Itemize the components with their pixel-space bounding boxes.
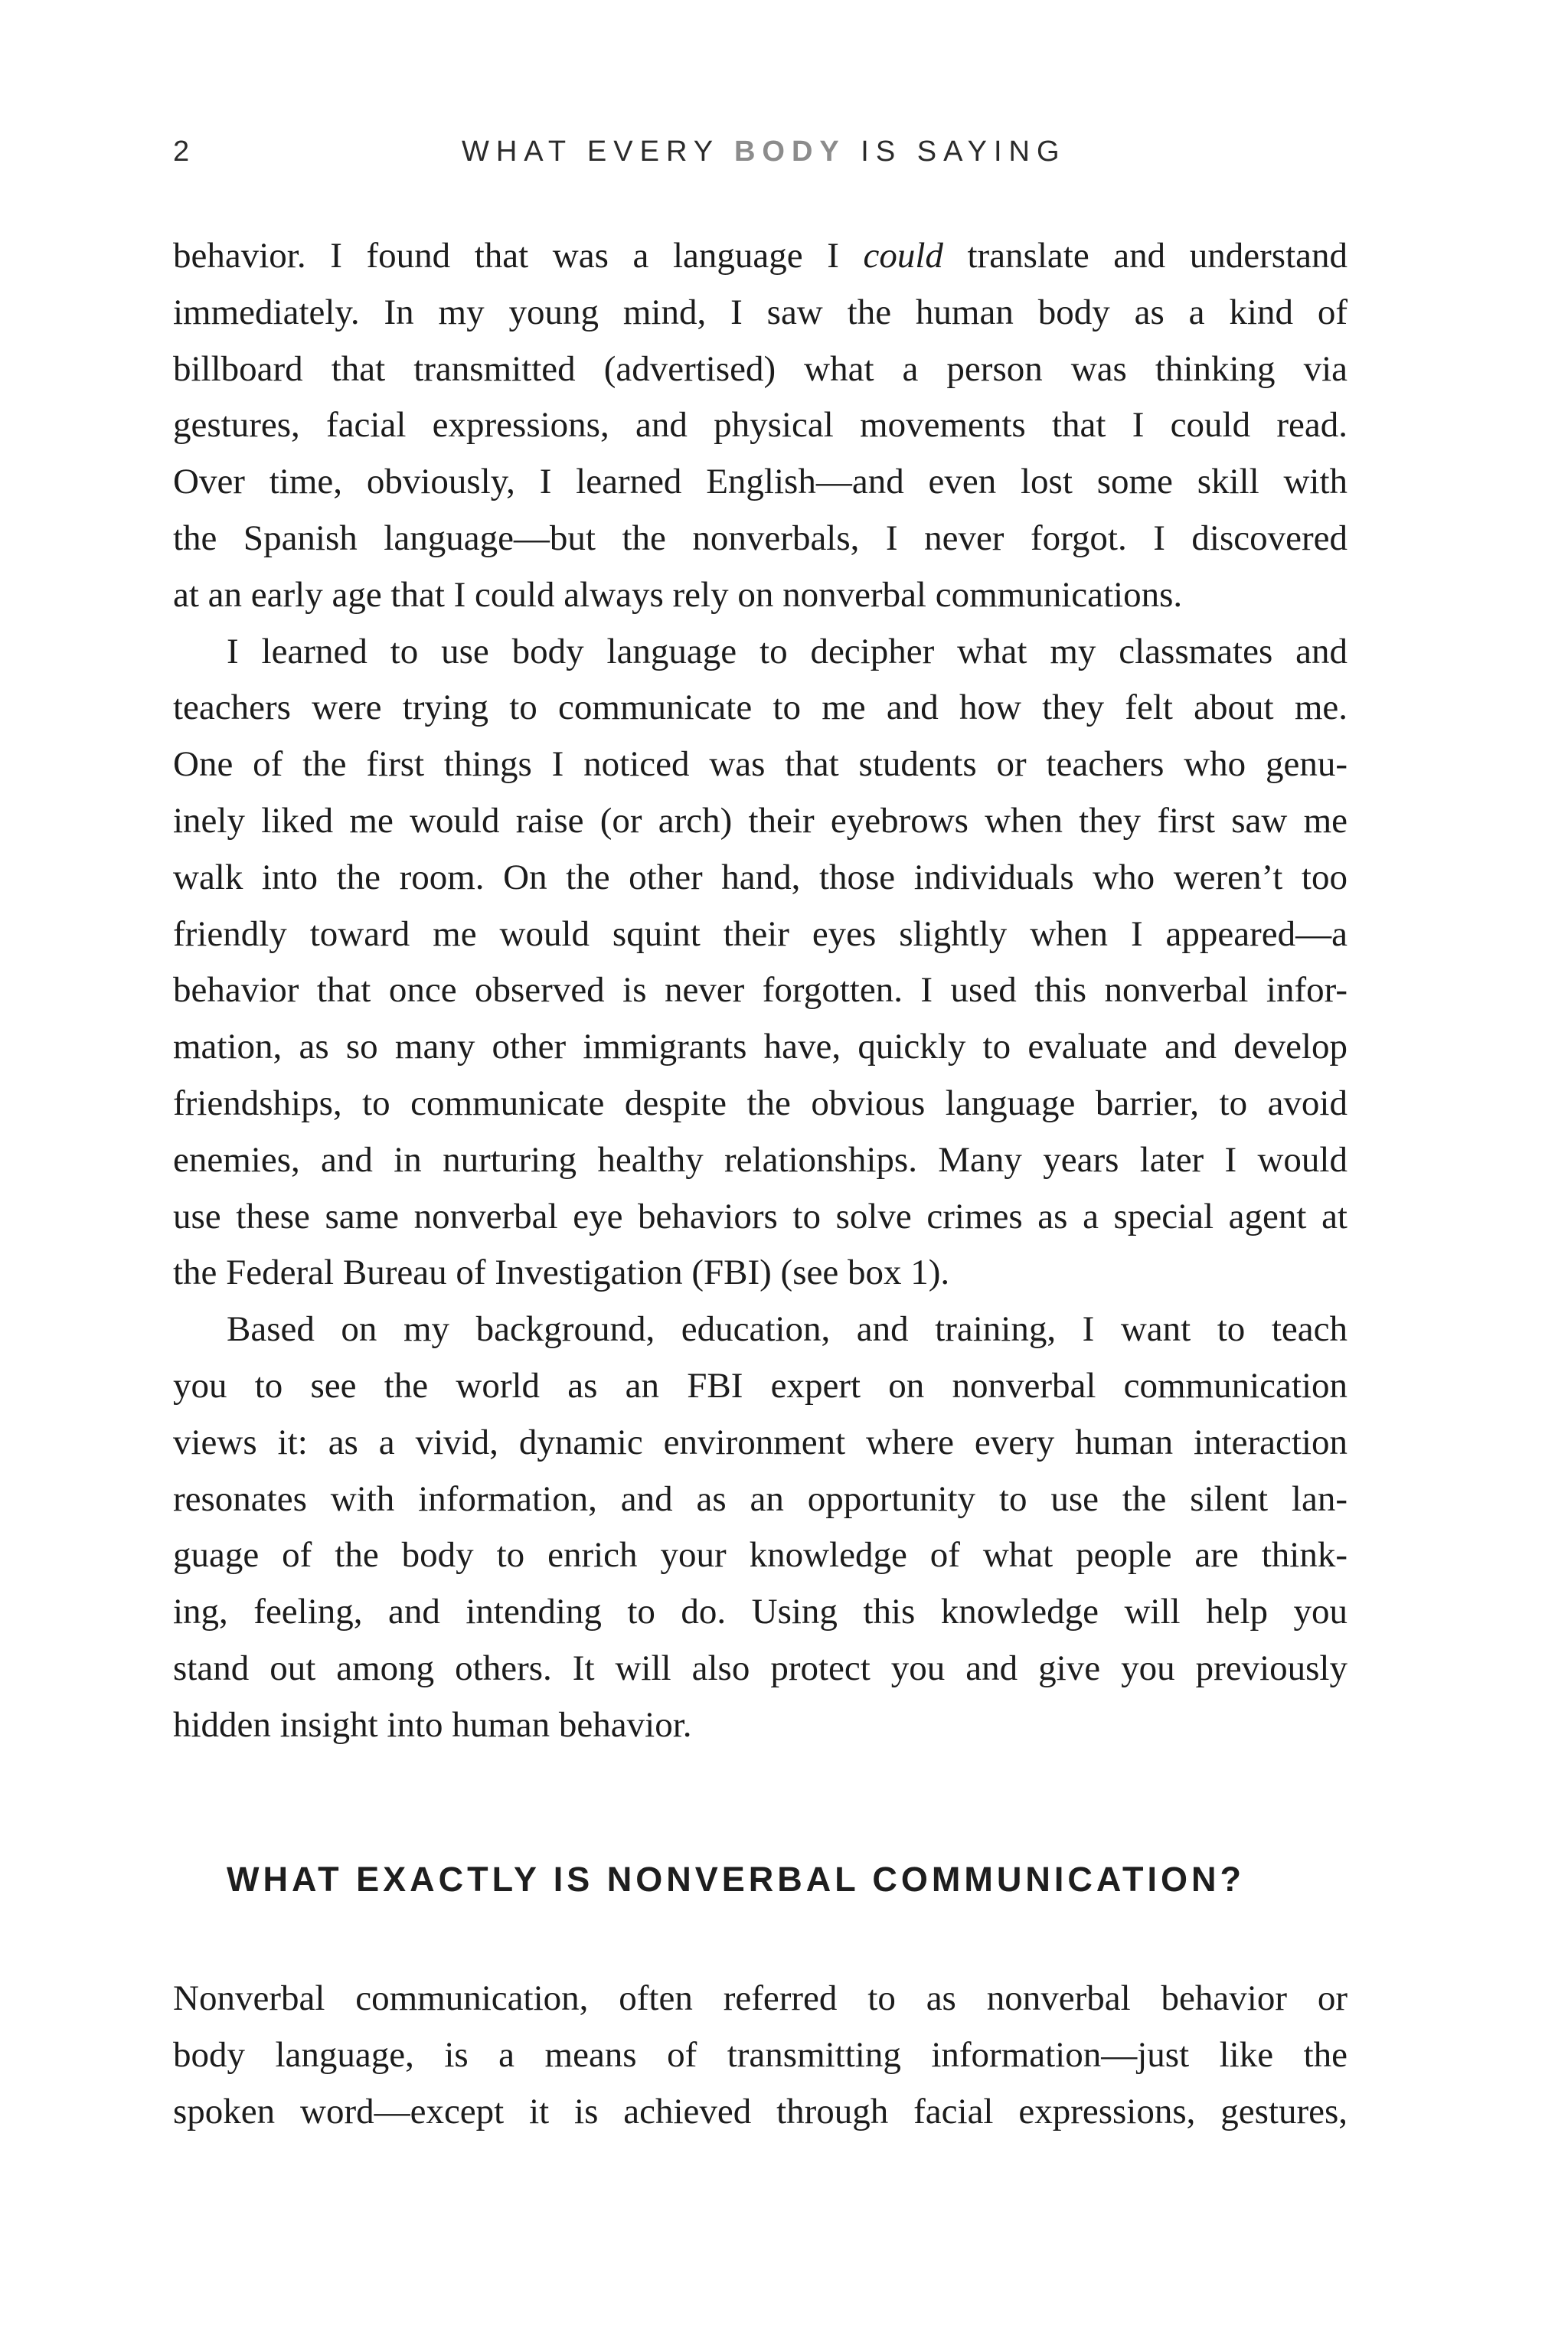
text-line: guage of the body to enrich your knowledge of what people are think- — [173, 1535, 1348, 1576]
text-line: spoken word—except it is achieved through facial expressions, gestures, — [173, 2091, 1348, 2132]
text-line: you to see the world as an FBI expert on nonverbal communication — [173, 1365, 1348, 1406]
text-line: friendly toward me would squint their eyes slightly when I appeared—a — [173, 913, 1348, 954]
text-line: immediately. In my young mind, I saw the human body as a kind of — [173, 292, 1348, 332]
text-line: billboard that transmitted (advertised) what a person was thinking via — [173, 348, 1348, 389]
text-line: walk into the room. On the other hand, those individuals who weren’t too — [173, 857, 1348, 897]
text-line: inely liked me would raise (or arch) their eyebrows when they first saw me — [173, 800, 1348, 841]
paragraph — [173, 624, 1348, 1302]
text-line: use these same nonverbal eye behaviors to solve crimes as a special agent at — [173, 1196, 1348, 1236]
text-line: body language, is a means of transmitting information—just like the — [173, 2034, 1348, 2075]
text-line: teachers were trying to communicate to me and how they felt about me. — [173, 688, 1348, 728]
running-title — [462, 130, 1067, 173]
text-line: ing, feeling, and intending to do. Using this knowledge will help you — [173, 1592, 1348, 1632]
paragraph — [173, 1971, 1348, 2140]
text-line: behavior that once observed is never forgotten. I used this nonverbal infor- — [173, 970, 1348, 1011]
text-line: friendships, to communicate despite the obvious language barrier, to avoid — [173, 1083, 1348, 1123]
body-text-block-2 — [173, 1971, 1348, 2140]
page-number: 2 — [173, 136, 190, 168]
text-line: views it: as a vivid, dynamic environment where every human interaction — [173, 1422, 1348, 1462]
text-line: One of the first things I noticed was that students or teachers who genu- — [173, 744, 1348, 785]
text-line: at an early age that I could always rely on nonverbal communications. — [173, 574, 1183, 615]
running-head — [173, 130, 1348, 173]
text-line: gestures, facial expressions, and physical movements that I could read. — [173, 405, 1348, 446]
text-line: resonates with information, and as an opportunity to use the silent lan- — [173, 1478, 1348, 1519]
running-title-emphasis: BODY — [733, 136, 846, 168]
running-title-start: WHAT EVERY — [462, 136, 734, 168]
text-line: enemies, and in nurturing healthy relationships. Many years later I would — [173, 1139, 1348, 1180]
body-text-block-1 — [173, 228, 1348, 1754]
text-line: mation, as so many other immigrants have, quickly to evaluate and develop — [173, 1027, 1348, 1067]
text-line: I learned to use body language to decipher what my classmates and — [227, 631, 1348, 671]
paragraph — [173, 228, 1348, 624]
running-title-end: IS SAYING — [845, 136, 1067, 168]
text-line: hidden insight into human behavior. — [173, 1704, 692, 1745]
paragraph — [173, 1302, 1348, 1753]
text-line: behavior. I found that was a language I could translate and understand — [173, 236, 1348, 276]
text-line: the Federal Bureau of Investigation (FBI) (see box 1). — [173, 1253, 950, 1293]
text-line: Nonverbal communication, often referred to as nonverbal behavior or — [173, 1978, 1348, 2018]
text-line: the Spanish language—but the nonverbals, I never forgot. I discovered — [173, 518, 1348, 558]
text-line: Over time, obviously, I learned English—and even lost some skill with — [173, 462, 1348, 502]
text-line: Based on my background, education, and training, I want to teach — [227, 1309, 1348, 1350]
text-line: stand out among others. It will also protect you and give you previously — [173, 1648, 1348, 1688]
italic-word: could — [863, 236, 943, 276]
section-heading: WHAT EXACTLY IS NONVERBAL COMMUNICATION? — [227, 1860, 1246, 1899]
